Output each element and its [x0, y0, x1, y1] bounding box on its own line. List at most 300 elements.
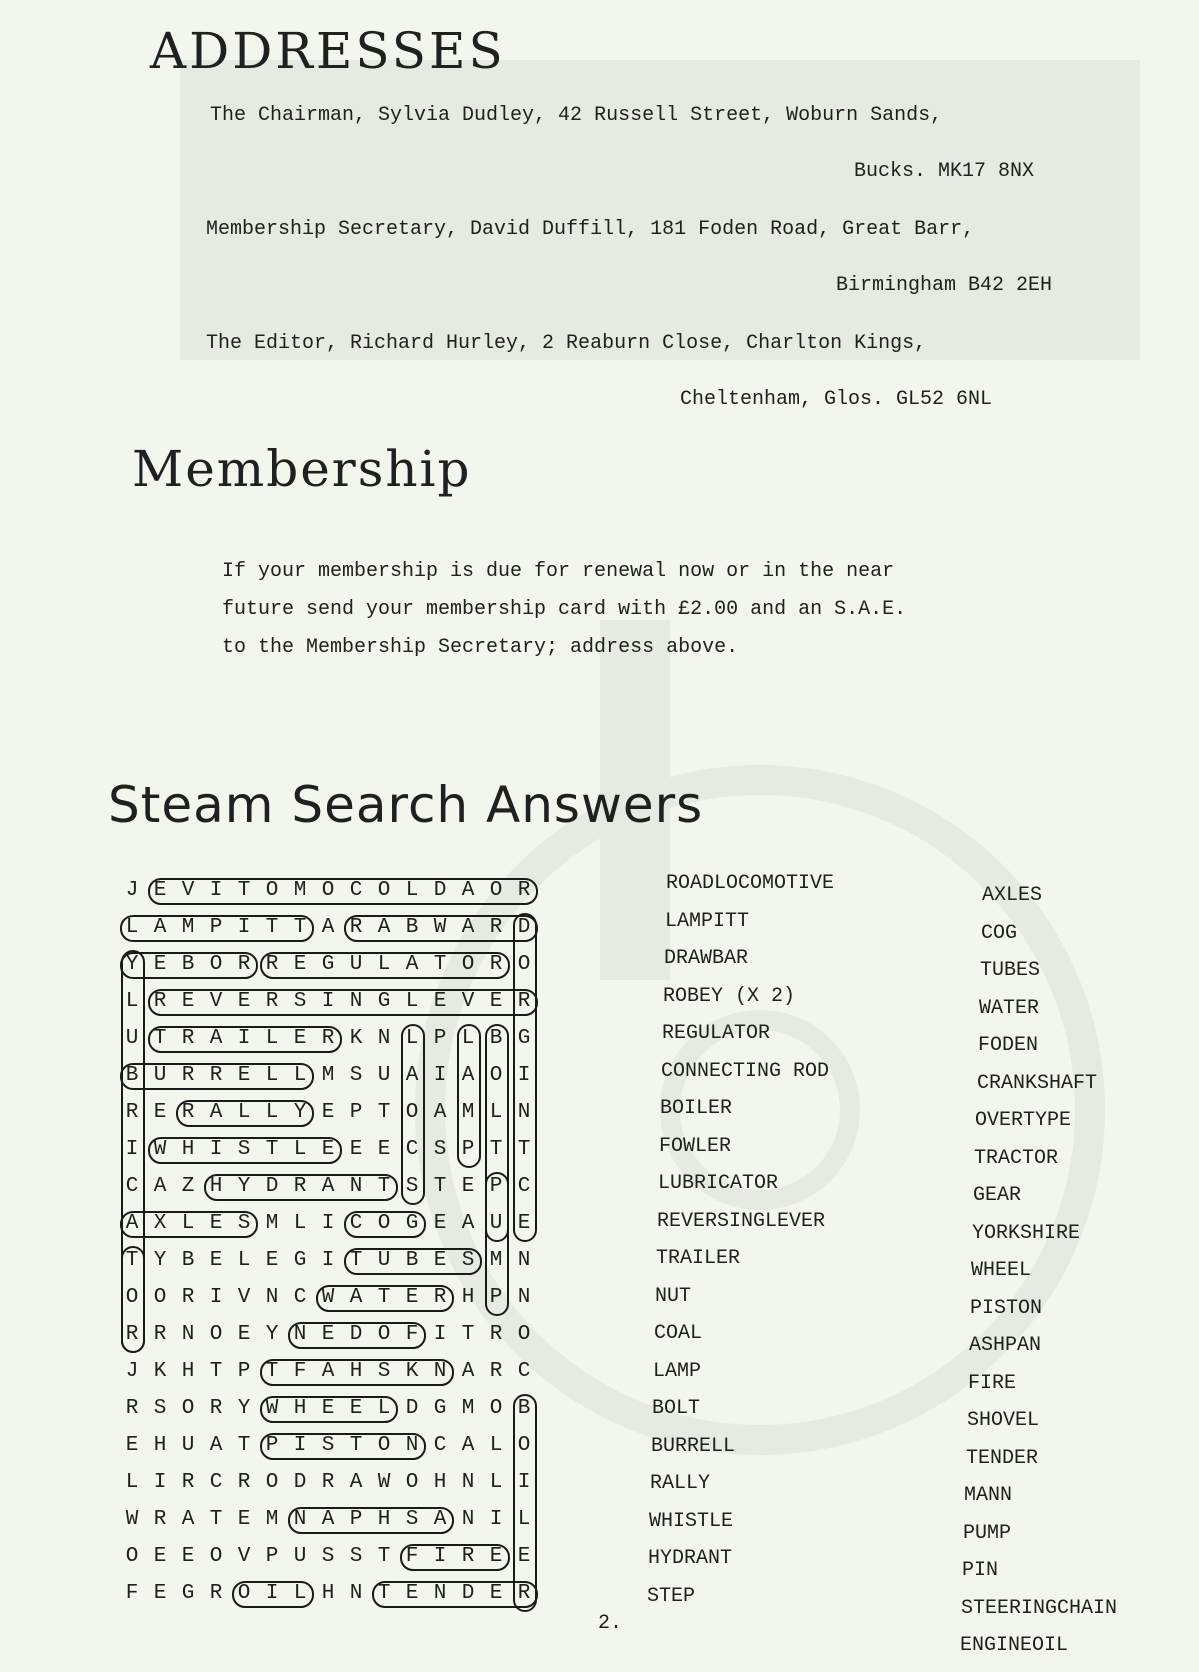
grid-letter: S — [349, 1545, 363, 1568]
grid-letter: E — [153, 1545, 167, 1568]
grid-letter: R — [321, 1027, 335, 1050]
answer-word: TRAILER — [656, 1247, 741, 1270]
answer-word: AXLES — [982, 884, 1043, 907]
grid-letter: A — [153, 916, 167, 939]
grid-row — [118, 1427, 558, 1465]
grid-letter: O — [181, 1397, 195, 1420]
grid-letter: A — [181, 1508, 195, 1531]
grid-letter: O — [377, 1434, 391, 1457]
grid-letter: S — [237, 1212, 251, 1235]
grid-letter: O — [517, 1434, 531, 1457]
grid-letter: U — [153, 1064, 167, 1087]
grid-letter: S — [321, 1545, 335, 1568]
answer-word: BOLT — [652, 1397, 701, 1420]
grid-letter: R — [321, 1471, 335, 1494]
answer-word: WHEEL — [971, 1259, 1032, 1282]
grid-letter: A — [405, 953, 419, 976]
grid-letter: N — [517, 1286, 531, 1309]
grid-row — [118, 1020, 558, 1058]
grid-row — [118, 1168, 558, 1206]
grid-letter: T — [349, 1434, 363, 1457]
grid-letter: E — [237, 1323, 251, 1346]
grid-letter: Z — [181, 1175, 195, 1198]
addresses-heading: ADDRESSES — [150, 22, 506, 80]
answer-word: ROADLOCOMOTIVE — [666, 872, 835, 895]
grid-letter: A — [209, 1434, 223, 1457]
grid-letter: O — [209, 1545, 223, 1568]
grid-letter: A — [377, 916, 391, 939]
secretary-address-line2: Birmingham B42 2EH — [836, 274, 1053, 297]
answer-word: COAL — [654, 1322, 703, 1345]
grid-letter: R — [265, 953, 279, 976]
grid-letter: A — [461, 1064, 475, 1087]
grid-letter: U — [293, 1545, 307, 1568]
grid-letter: U — [181, 1434, 195, 1457]
grid-letter: O — [377, 1323, 391, 1346]
grid-letter: N — [461, 1471, 475, 1494]
grid-letter: N — [349, 1582, 363, 1605]
secretary-address-line1: Membership Secretary, David Duffill, 181 Foden Road, Great Barr, — [206, 218, 975, 241]
grid-letter: I — [265, 1582, 279, 1605]
grid-letter: O — [237, 1582, 251, 1605]
grid-letter: E — [125, 1434, 139, 1457]
grid-letter: V — [209, 990, 223, 1013]
grid-letter: M — [489, 1249, 503, 1272]
grid-letter: M — [265, 1508, 279, 1531]
grid-letter: W — [125, 1508, 139, 1531]
grid-letter: O — [265, 1471, 279, 1494]
grid-letter: H — [461, 1286, 475, 1309]
grid-letter: O — [209, 953, 223, 976]
grid-letter: E — [153, 1101, 167, 1124]
grid-letter: R — [489, 1360, 503, 1383]
grid-row — [118, 1242, 558, 1280]
grid-letter: O — [153, 1286, 167, 1309]
answer-word: FOWLER — [659, 1135, 732, 1158]
answer-word: RALLY — [650, 1472, 711, 1495]
grid-letter: D — [433, 879, 447, 902]
grid-letter: T — [377, 1582, 391, 1605]
answer-word: CRANKSHAFT — [977, 1072, 1098, 1095]
answer-word: LAMPITT — [665, 910, 750, 933]
grid-letter: L — [293, 1064, 307, 1087]
grid-letter: I — [517, 1471, 531, 1494]
grid-letter: I — [321, 1249, 335, 1272]
grid-row — [118, 1464, 558, 1502]
grid-letter: O — [209, 1323, 223, 1346]
grid-letter: R — [181, 1286, 195, 1309]
grid-letter: J — [125, 1360, 139, 1383]
grid-letter: U — [377, 1064, 391, 1087]
answer-word: TUBES — [980, 959, 1041, 982]
answer-word: CONNECTING ROD — [661, 1060, 830, 1083]
grid-letter: E — [461, 1175, 475, 1198]
grid-letter: O — [489, 1397, 503, 1420]
grid-letter: R — [209, 1397, 223, 1420]
grid-letter: E — [433, 990, 447, 1013]
answer-word: HYDRANT — [648, 1547, 733, 1570]
membership-text-line3: to the Membership Secretary; address above. — [222, 636, 739, 659]
grid-letter: R — [517, 879, 531, 902]
grid-letter: T — [349, 1249, 363, 1272]
grid-letter: X — [153, 1212, 167, 1235]
grid-letter: E — [181, 990, 195, 1013]
grid-letter: A — [153, 1175, 167, 1198]
grid-letter: Y — [237, 1175, 251, 1198]
grid-letter: L — [265, 1027, 279, 1050]
answer-word: GEAR — [973, 1184, 1022, 1207]
grid-letter: A — [461, 1434, 475, 1457]
grid-letter: L — [181, 1212, 195, 1235]
grid-letter: T — [237, 1434, 251, 1457]
grid-letter: C — [349, 1212, 363, 1235]
grid-letter: I — [489, 1508, 503, 1531]
grid-letter: A — [349, 1286, 363, 1309]
grid-letter: P — [349, 1101, 363, 1124]
grid-letter: O — [377, 1212, 391, 1235]
answer-word: ASHPAN — [969, 1334, 1042, 1357]
grid-letter: I — [209, 879, 223, 902]
grid-letter: H — [209, 1175, 223, 1198]
grid-letter: P — [461, 1138, 475, 1161]
grid-letter: N — [461, 1508, 475, 1531]
grid-letter: E — [293, 953, 307, 976]
grid-letter: H — [377, 1508, 391, 1531]
word-search-grid — [118, 872, 558, 1612]
grid-letter: O — [489, 1064, 503, 1087]
grid-letter: T — [209, 1508, 223, 1531]
grid-letter: B — [489, 1027, 503, 1050]
grid-letter: H — [181, 1360, 195, 1383]
grid-letter: E — [209, 1212, 223, 1235]
grid-letter: S — [433, 1138, 447, 1161]
grid-letter: N — [349, 990, 363, 1013]
grid-letter: E — [349, 1138, 363, 1161]
answer-word: ENGINEOIL — [960, 1634, 1069, 1657]
answer-word: ROBEY (X 2) — [663, 985, 796, 1008]
grid-letter: L — [237, 1101, 251, 1124]
grid-letter: R — [209, 1064, 223, 1087]
grid-letter: E — [237, 1508, 251, 1531]
grid-letter: B — [405, 916, 419, 939]
grid-row — [118, 1205, 558, 1243]
grid-letter: L — [377, 1397, 391, 1420]
grid-letter: O — [405, 1471, 419, 1494]
grid-letter: W — [433, 916, 447, 939]
answer-word: YORKSHIRE — [972, 1222, 1081, 1245]
grid-letter: N — [293, 1508, 307, 1531]
grid-letter: I — [293, 1434, 307, 1457]
grid-letter: N — [377, 1027, 391, 1050]
grid-letter: G — [433, 1397, 447, 1420]
grid-letter: L — [125, 916, 139, 939]
answer-word: OVERTYPE — [975, 1109, 1072, 1132]
answer-word: DRAWBAR — [664, 947, 749, 970]
grid-letter: A — [461, 879, 475, 902]
grid-letter: I — [209, 1286, 223, 1309]
grid-letter: E — [153, 1582, 167, 1605]
grid-letter: L — [461, 1027, 475, 1050]
grid-letter: B — [181, 953, 195, 976]
grid-letter: E — [349, 1397, 363, 1420]
editor-address-line2: Cheltenham, Glos. GL52 6NL — [680, 388, 993, 411]
grid-letter: T — [377, 1545, 391, 1568]
grid-letter: I — [433, 1545, 447, 1568]
grid-letter: N — [293, 1323, 307, 1346]
answer-word: STEERINGCHAIN — [961, 1597, 1118, 1620]
grid-letter: K — [405, 1360, 419, 1383]
grid-letter: H — [433, 1471, 447, 1494]
grid-letter: L — [517, 1508, 531, 1531]
grid-letter: Y — [237, 1397, 251, 1420]
grid-letter: U — [489, 1212, 503, 1235]
grid-letter: L — [377, 953, 391, 976]
grid-row — [118, 1501, 558, 1539]
grid-letter: B — [125, 1064, 139, 1087]
grid-letter: A — [433, 1101, 447, 1124]
grid-letter: T — [517, 1138, 531, 1161]
grid-letter: E — [153, 879, 167, 902]
grid-letter: E — [321, 1397, 335, 1420]
chairman-address-line2: Bucks. MK17 8NX — [854, 160, 1035, 183]
grid-letter: B — [181, 1249, 195, 1272]
grid-letter: L — [405, 1027, 419, 1050]
grid-row — [118, 946, 558, 984]
grid-row — [118, 983, 558, 1021]
grid-letter: E — [237, 1064, 251, 1087]
grid-letter: E — [321, 1138, 335, 1161]
grid-letter: S — [153, 1397, 167, 1420]
grid-row — [118, 1316, 558, 1354]
grid-letter: H — [349, 1360, 363, 1383]
grid-letter: T — [293, 916, 307, 939]
grid-letter: V — [237, 1286, 251, 1309]
grid-letter: C — [349, 879, 363, 902]
grid-letter: W — [321, 1286, 335, 1309]
grid-letter: R — [153, 1508, 167, 1531]
grid-letter: F — [405, 1323, 419, 1346]
grid-letter: T — [125, 1249, 139, 1272]
grid-letter: E — [377, 1138, 391, 1161]
grid-letter: I — [237, 1027, 251, 1050]
grid-letter: U — [377, 1249, 391, 1272]
grid-letter: M — [265, 1212, 279, 1235]
grid-letter: W — [265, 1397, 279, 1420]
answer-word: NUT — [655, 1285, 692, 1308]
grid-letter: R — [461, 1545, 475, 1568]
grid-letter: E — [489, 990, 503, 1013]
grid-letter: M — [461, 1397, 475, 1420]
grid-letter: A — [461, 916, 475, 939]
grid-letter: N — [181, 1323, 195, 1346]
grid-letter: A — [209, 1027, 223, 1050]
grid-letter: M — [461, 1101, 475, 1124]
grid-letter: O — [517, 1323, 531, 1346]
grid-letter: L — [293, 1212, 307, 1235]
grid-letter: E — [293, 1027, 307, 1050]
grid-letter: M — [321, 1064, 335, 1087]
grid-letter: D — [461, 1582, 475, 1605]
grid-letter: I — [125, 1138, 139, 1161]
grid-letter: E — [321, 1323, 335, 1346]
grid-letter: C — [125, 1175, 139, 1198]
grid-letter: O — [461, 953, 475, 976]
grid-letter: O — [405, 1101, 419, 1124]
grid-letter: W — [377, 1471, 391, 1494]
grid-letter: O — [125, 1286, 139, 1309]
grid-letter: D — [349, 1323, 363, 1346]
grid-letter: R — [265, 990, 279, 1013]
grid-letter: E — [405, 1286, 419, 1309]
grid-letter: E — [181, 1545, 195, 1568]
grid-letter: T — [265, 916, 279, 939]
grid-letter: V — [461, 990, 475, 1013]
answer-word: STEP — [647, 1585, 696, 1608]
grid-letter: R — [181, 1101, 195, 1124]
grid-letter: C — [517, 1175, 531, 1198]
grid-letter: U — [349, 953, 363, 976]
answer-word: FODEN — [978, 1034, 1039, 1057]
grid-letter: P — [265, 1434, 279, 1457]
grid-letter: E — [321, 1101, 335, 1124]
grid-letter: I — [433, 1323, 447, 1346]
grid-letter: I — [153, 1471, 167, 1494]
grid-letter: E — [265, 1249, 279, 1272]
grid-row — [118, 1390, 558, 1428]
grid-letter: T — [265, 1138, 279, 1161]
grid-letter: A — [461, 1360, 475, 1383]
grid-letter: S — [377, 1360, 391, 1383]
grid-letter: M — [293, 879, 307, 902]
grid-letter: R — [517, 990, 531, 1013]
grid-letter: S — [405, 1175, 419, 1198]
grid-letter: N — [405, 1434, 419, 1457]
grid-letter: A — [125, 1212, 139, 1235]
grid-row — [118, 872, 558, 910]
grid-letter: E — [489, 1582, 503, 1605]
grid-letter: S — [237, 1138, 251, 1161]
grid-row — [118, 1575, 558, 1613]
page-number: 2. — [598, 1612, 623, 1635]
grid-letter: N — [433, 1360, 447, 1383]
grid-letter: I — [517, 1064, 531, 1087]
answer-word: WHISTLE — [649, 1510, 734, 1533]
grid-letter: L — [489, 1471, 503, 1494]
grid-letter: R — [125, 1323, 139, 1346]
grid-letter: A — [321, 1508, 335, 1531]
grid-letter: E — [489, 1545, 503, 1568]
grid-letter: N — [265, 1286, 279, 1309]
grid-letter: T — [377, 1101, 391, 1124]
answer-word: LUBRICATOR — [658, 1172, 779, 1195]
answer-word: REGULATOR — [662, 1022, 771, 1045]
grid-letter: T — [153, 1027, 167, 1050]
grid-letter: P — [209, 916, 223, 939]
grid-letter: D — [517, 916, 531, 939]
grid-letter: E — [209, 1249, 223, 1272]
answer-word: WATER — [979, 997, 1040, 1020]
grid-letter: G — [517, 1027, 531, 1050]
grid-row — [118, 1131, 558, 1169]
grid-letter: K — [153, 1360, 167, 1383]
grid-letter: F — [405, 1545, 419, 1568]
membership-text-line1: If your membership is due for renewal now or in the near — [222, 560, 895, 583]
grid-letter: A — [405, 1064, 419, 1087]
grid-letter: O — [265, 879, 279, 902]
grid-letter: P — [237, 1360, 251, 1383]
grid-row — [118, 909, 558, 947]
chairman-address-line1: The Chairman, Sylvia Dudley, 42 Russell Street, Woburn Sands, — [210, 104, 943, 127]
answer-word: COG — [981, 922, 1018, 945]
grid-letter: S — [293, 990, 307, 1013]
grid-letter: C — [209, 1471, 223, 1494]
grid-letter: H — [181, 1138, 195, 1161]
grid-letter: D — [293, 1471, 307, 1494]
grid-letter: T — [489, 1138, 503, 1161]
grid-letter: R — [237, 953, 251, 976]
grid-letter: P — [433, 1027, 447, 1050]
grid-letter: T — [265, 1360, 279, 1383]
grid-letter: R — [181, 1471, 195, 1494]
grid-letter: O — [125, 1545, 139, 1568]
grid-letter: O — [321, 879, 335, 902]
grid-letter: H — [321, 1582, 335, 1605]
answer-word: TRACTOR — [974, 1147, 1059, 1170]
grid-letter: I — [209, 1138, 223, 1161]
grid-letter: R — [433, 1286, 447, 1309]
grid-letter: Y — [153, 1249, 167, 1272]
grid-letter: E — [517, 1545, 531, 1568]
answer-word: SHOVEL — [967, 1409, 1040, 1432]
grid-letter: A — [433, 1508, 447, 1531]
grid-letter: E — [153, 953, 167, 976]
grid-letter: A — [321, 1175, 335, 1198]
grid-letter: R — [181, 1027, 195, 1050]
grid-letter: G — [321, 953, 335, 976]
grid-letter: T — [209, 1360, 223, 1383]
grid-letter: P — [265, 1545, 279, 1568]
grid-letter: I — [237, 916, 251, 939]
grid-letter: L — [293, 1582, 307, 1605]
grid-letter: V — [181, 879, 195, 902]
answer-word: MANN — [964, 1484, 1013, 1507]
grid-letter: L — [265, 1064, 279, 1087]
grid-letter: H — [153, 1434, 167, 1457]
grid-letter: S — [349, 1064, 363, 1087]
grid-letter: R — [349, 916, 363, 939]
grid-letter: R — [517, 1582, 531, 1605]
editor-address-line1: The Editor, Richard Hurley, 2 Reaburn Close, Charlton Kings, — [206, 332, 927, 355]
grid-letter: O — [489, 879, 503, 902]
grid-letter: C — [293, 1286, 307, 1309]
grid-letter: K — [349, 1027, 363, 1050]
grid-letter: Y — [125, 953, 139, 976]
grid-letter: R — [209, 1582, 223, 1605]
grid-letter: A — [209, 1101, 223, 1124]
grid-letter: C — [433, 1434, 447, 1457]
steam-search-heading: Steam Search Answers — [108, 776, 704, 834]
grid-letter: I — [321, 1212, 335, 1235]
grid-letter: M — [181, 916, 195, 939]
grid-letter: T — [377, 1286, 391, 1309]
grid-letter: P — [489, 1286, 503, 1309]
grid-row — [118, 1353, 558, 1391]
grid-letter: R — [153, 1323, 167, 1346]
membership-heading: Membership — [132, 440, 472, 498]
grid-letter: E — [517, 1212, 531, 1235]
grid-letter: Y — [265, 1323, 279, 1346]
grid-letter: C — [405, 1138, 419, 1161]
